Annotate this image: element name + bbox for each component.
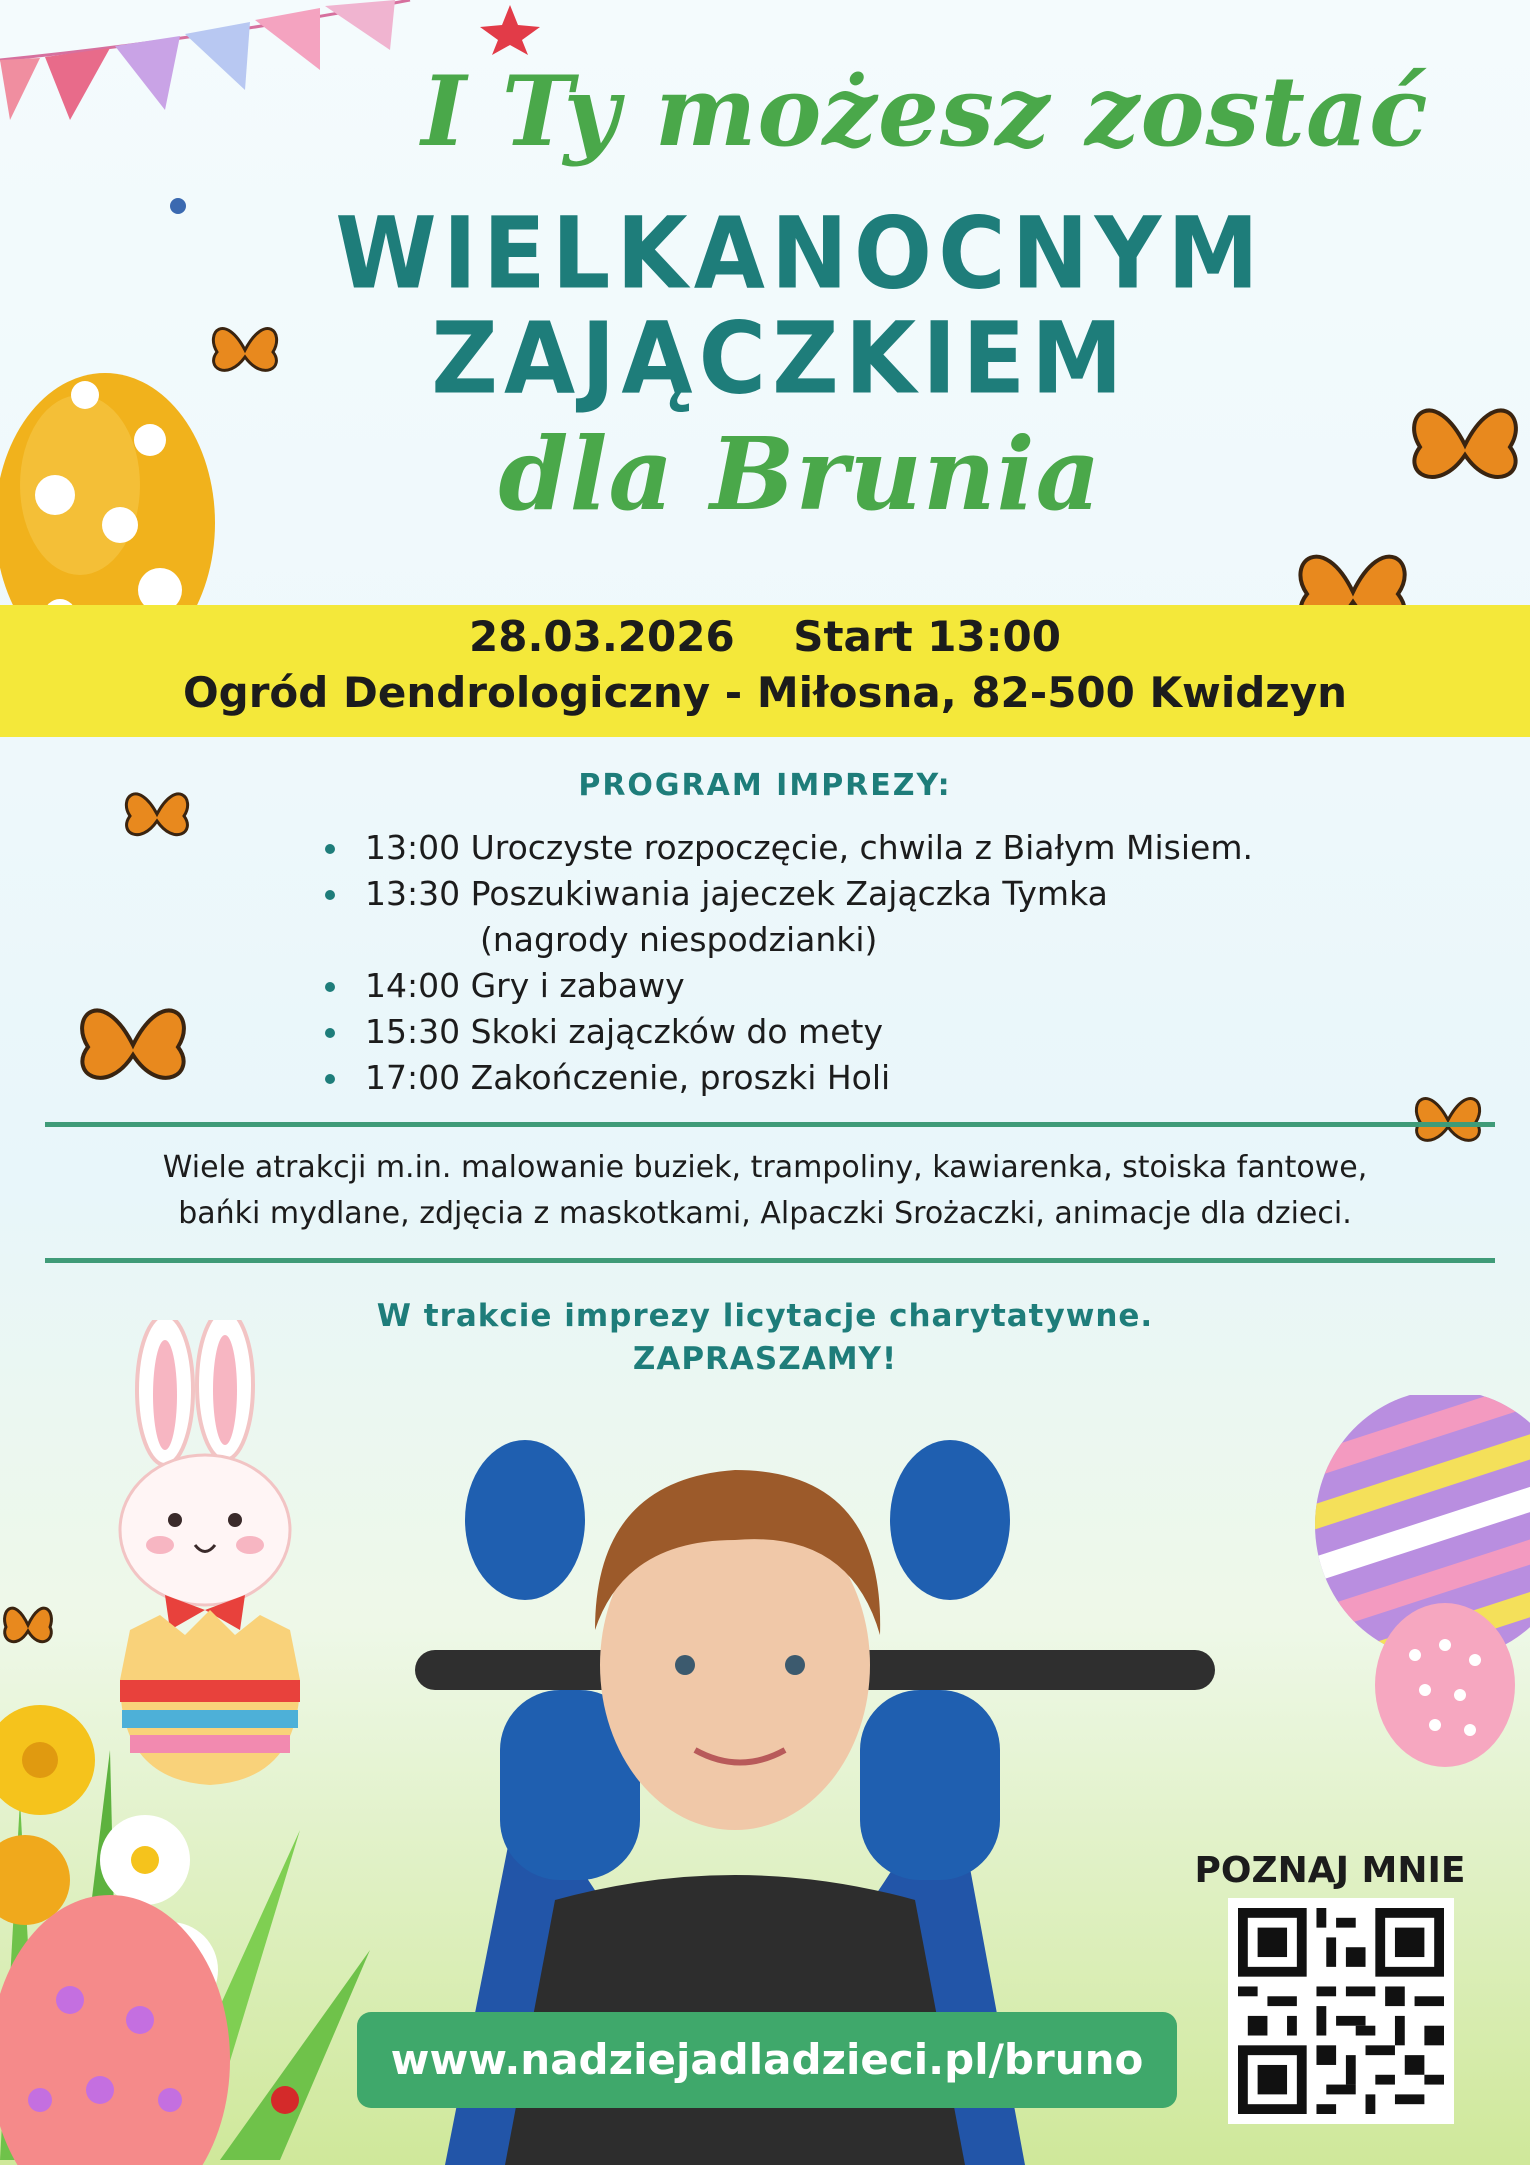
attractions-line-1: Wiele atrakcji m.in. malowanie buziek, trampoliny, kawiarenka, stoiska fantowe, [162, 1150, 1368, 1185]
bullet-icon [325, 982, 335, 992]
title-line-3: ZAJĄCZKIEM [431, 300, 1129, 417]
qr-code-icon [1238, 1908, 1444, 2114]
program-item-text: 15:30 Skoki zajączków do mety [365, 1012, 883, 1051]
bullet-icon [325, 1028, 335, 1038]
butterfly-icon [205, 312, 285, 387]
program-item-text: 13:30 Poszukiwania jajeczek Zajączka Tymka [365, 874, 1108, 913]
butterfly-icon [1400, 385, 1530, 505]
website-link-box[interactable] [357, 2012, 1177, 2108]
title-line-2: WIELKANOCNYM [335, 195, 1265, 312]
flowers-grass-decoration [0, 1500, 380, 2165]
bunting-decoration [0, 0, 420, 160]
event-location: Ogród Dendrologiczny - Miłosna, 82-500 Kwidzyn [182, 668, 1348, 717]
event-date: 28.03.2026 [469, 612, 735, 661]
bullet-icon [325, 890, 335, 900]
striped-easter-eggs-icon [1305, 1395, 1530, 1775]
website-link[interactable]: www.nadziejadladzieci.pl/bruno [390, 2035, 1144, 2084]
divider [45, 1258, 1495, 1263]
list-item [325, 1055, 1425, 1101]
list-item [325, 1009, 1425, 1055]
event-start: Start 13:00 [793, 612, 1061, 661]
program-item-text: 17:00 Zakończenie, proszki Holi [365, 1058, 891, 1097]
attractions-line-2: bańki mydlane, zdjęcia z maskotkami, Alpaczki Srożaczki, animacje dla dzieci. [178, 1196, 1352, 1231]
program-item-text: 13:00 Uroczyste rozpoczęcie, chwila z Białym Misiem. [365, 828, 1253, 867]
charity-line-2: ZAPRASZAMY! [632, 1341, 898, 1377]
program-item-text: 14:00 Gry i zabawy [365, 966, 685, 1005]
qr-code[interactable] [1228, 1898, 1454, 2124]
title-line-1: I Ty możesz zostać [421, 55, 1429, 168]
bead-decoration [170, 198, 186, 214]
list-item [325, 963, 1425, 1009]
butterfly-icon [68, 985, 198, 1107]
event-date-line [0, 612, 1530, 661]
list-item [325, 825, 1425, 871]
charity-line-1: W trakcie imprezy licytacje charytatywne. [376, 1298, 1154, 1334]
program-heading: PROGRAM IMPREZY: [578, 768, 952, 803]
star-decoration [470, 0, 550, 55]
list-item [325, 871, 1425, 917]
program-item-continuation: (nagrody niespodzianki) [480, 920, 878, 959]
bullet-icon [325, 844, 335, 854]
title-line-4: dla Brunia [498, 415, 1102, 533]
qr-label: POZNAJ MNIE [1194, 1850, 1466, 1891]
bullet-icon [325, 1074, 335, 1084]
divider [45, 1122, 1495, 1127]
program-list [325, 825, 1425, 1101]
